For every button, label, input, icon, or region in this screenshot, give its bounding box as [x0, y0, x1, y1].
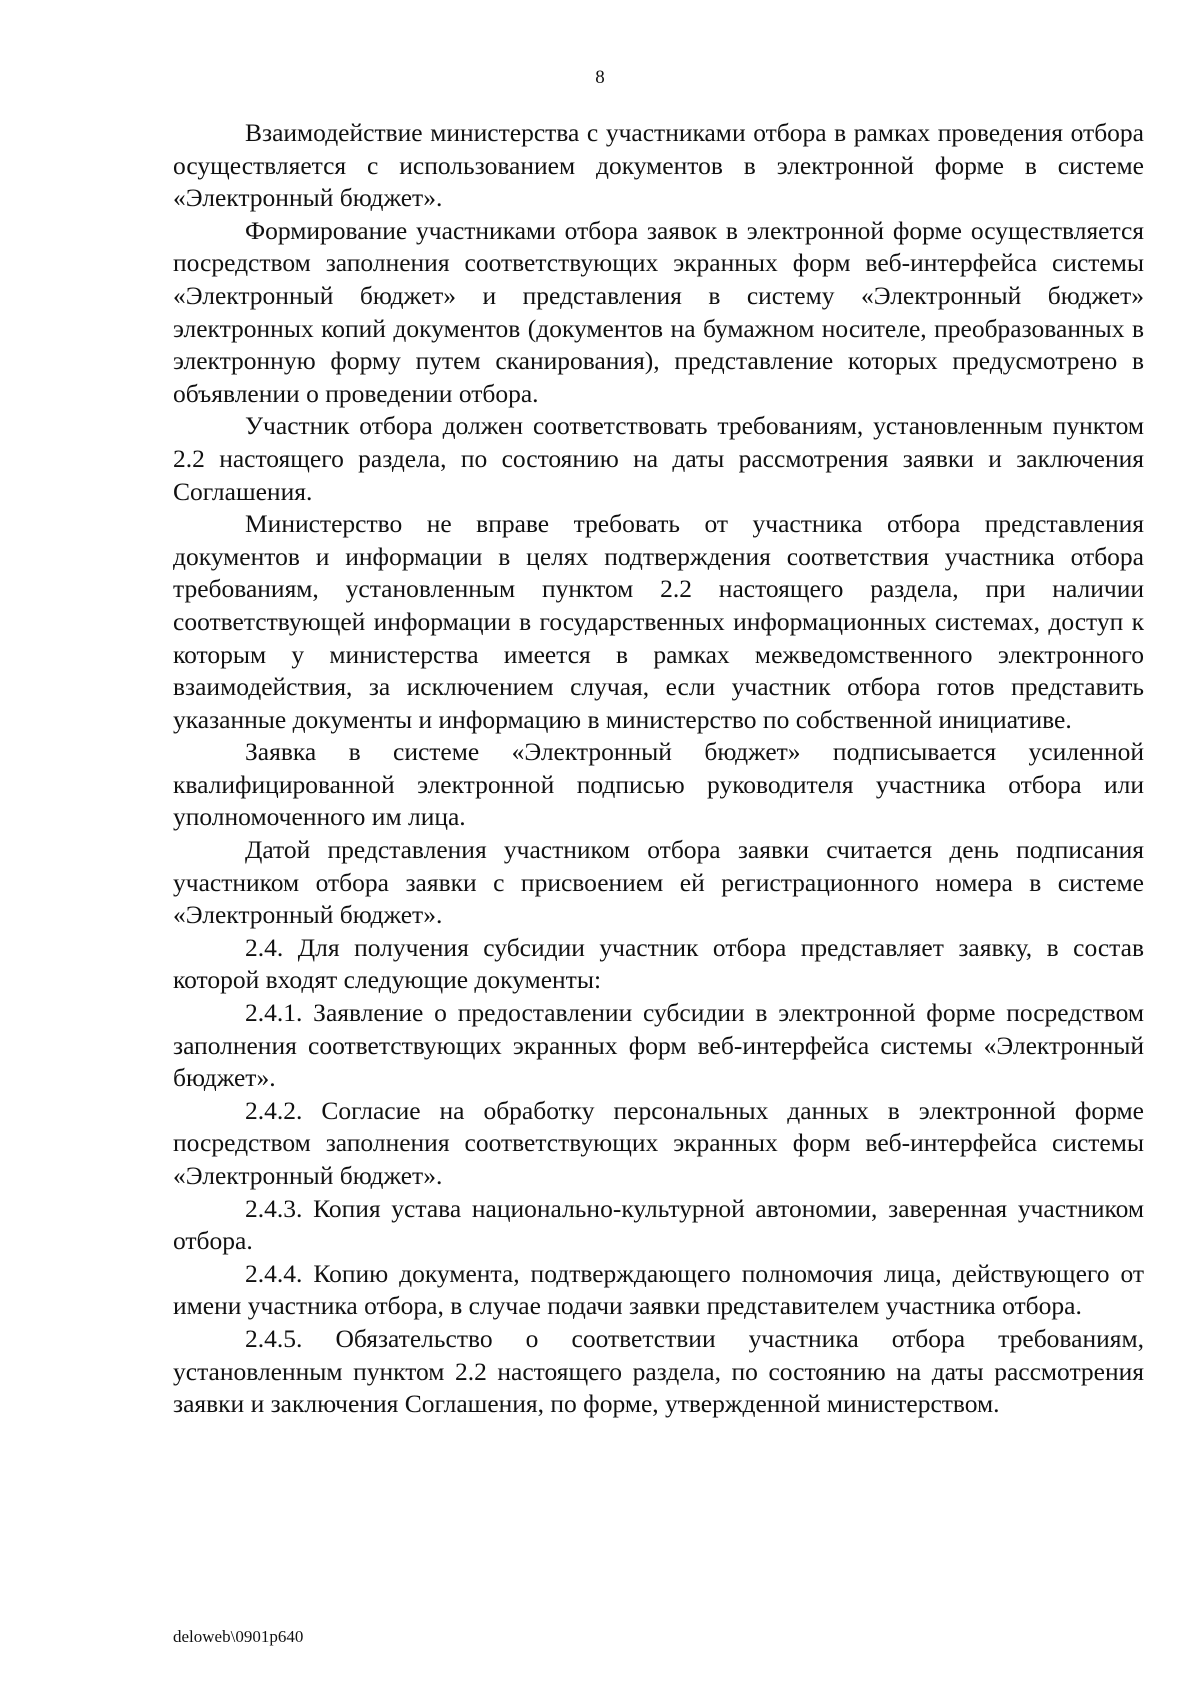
- paragraph-application-forming: Формирование участниками отбора заявок в электронной форме осуществляется посредством заполнения соответствующих экранных форм веб-интерфейса системы «Электронный бюджет» и представления в систему «Электронный бюджет» электронных копий документов (документов на бумажном носителе, преобразованных в электронную форму путем сканирования), представление которых предусмотрено в объявлении о проведении отбора.: [173, 215, 1144, 408]
- paragraph-section-2-4-1: 2.4.1. Заявление о предоставлении субсидии в электронной форме посредством заполнения соответствующих экранных форм веб-интерфейса системы «Электронный бюджет».: [173, 998, 1144, 1093]
- paragraph-application-signature: Заявка в системе «Электронный бюджет» подписывается усиленной квалифицированной электронной подписью руководителя участника отбора или уполномоченного им лица.: [173, 737, 1144, 832]
- footer-document-code: deloweb\0901p640: [173, 1627, 304, 1646]
- paragraph-submission-date: Датой представления участником отбора заявки считается день подписания участником отбора заявки с присвоением ей регистрационного номера в системе «Электронный бюджет».: [173, 835, 1144, 930]
- paragraph-participant-requirements: Участник отбора должен соответствовать требованиям, установленным пунктом 2.2 настоящего раздела, по состоянию на даты рассмотрения заявки и заключения Соглашения.: [173, 411, 1144, 506]
- page-number: 8: [595, 67, 605, 88]
- paragraph-section-2-4-2: 2.4.2. Согласие на обработку персональных данных в электронной форме посредством заполнения соответствующих экранных форм веб-интерфейса системы «Электронный бюджет».: [173, 1095, 1144, 1190]
- paragraph-section-2-4-3: 2.4.3. Копия устава национально-культурной автономии, заверенная участником отбора.: [173, 1193, 1144, 1256]
- paragraph-section-2-4-4: 2.4.4. Копию документа, подтверждающего полномочия лица, действующего от имени участника отбора, в случае подачи заявки представителем участника отбора.: [173, 1258, 1144, 1321]
- paragraph-section-2-4-5: 2.4.5. Обязательство о соответствии участника отбора требованиям, установленным пунктом 2.2 настоящего раздела, по состоянию на даты рассмотрения заявки и заключения Соглашения, по форме, утвержденной министерством.: [173, 1323, 1144, 1419]
- paragraph-interaction-electronic: Взаимодействие министерства с участниками отбора в рамках проведения отбора осуществляется с использованием документов в электронной форме в системе «Электронный бюджет».: [173, 118, 1144, 213]
- document-body: [173, 117, 1144, 1421]
- paragraph-section-2-4: 2.4. Для получения субсидии участник отбора представляет заявку, в состав которой входят следующие документы:: [173, 932, 1144, 995]
- paragraph-ministry-restrictions: Министерство не вправе требовать от участника отбора представления документов и информации в целях подтверждения соответствия участника отбора требованиям, установленным пунктом 2.2 настоящего раздела, при наличии соответствующей информации в государственных информационных системах, доступ к которым у министерства имеется в рамках межведомственного электронного взаимодействия, за исключением случая, если участник отбора готов представить указанные документы и информацию в министерство по собственной инициативе.: [173, 509, 1144, 734]
